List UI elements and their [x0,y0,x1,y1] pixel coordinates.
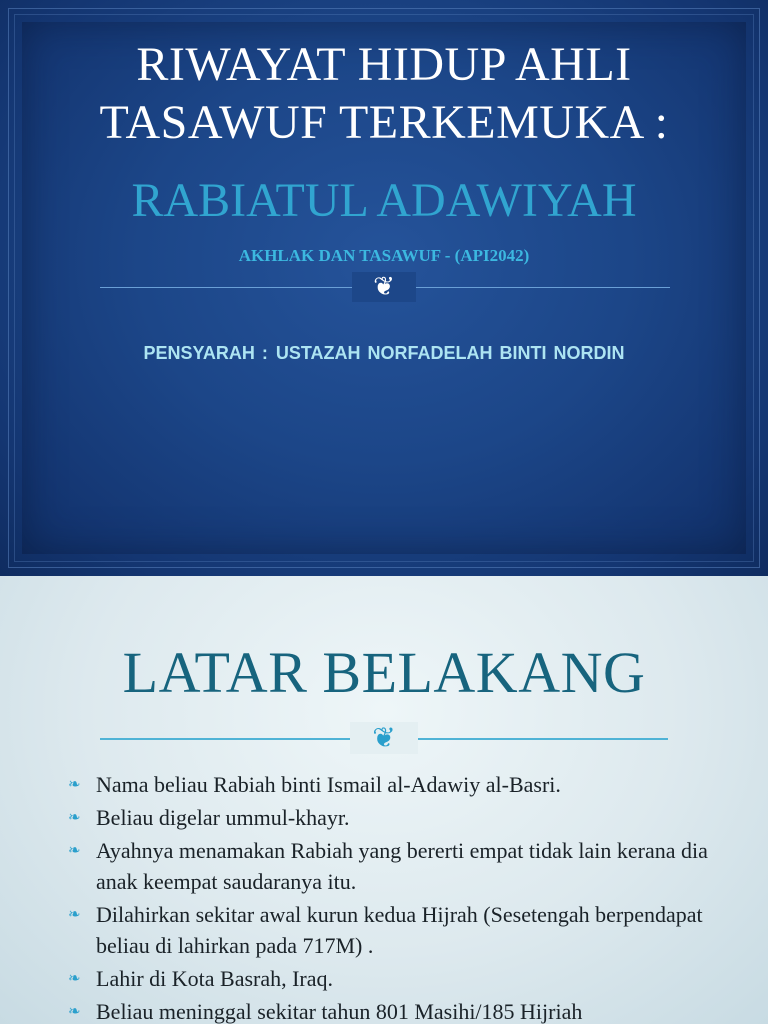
slide-title-line-1: RIWAYAT HIDUP AHLI [136,38,632,91]
lecturer-line [0,343,768,364]
slide-heading: LATAR BELAKANG [122,640,646,705]
list-item-text: Nama beliau Rabiah binti Ismail al-Adawiy al-Basri. [96,772,561,797]
ornament-icon: ❦ [352,272,416,302]
lecturer-label: PENSYARAH : [143,343,268,363]
bullet-icon: ❧ [68,969,81,987]
list-item-text: Ayahnya menamakan Rabiah yang bererti empat tidak lain kerana dia anak keempat saudaranya itu. [96,838,708,894]
slide-title-line-2: TASAWUF TERKEMUKA : [99,96,669,149]
bullet-icon: ❧ [68,775,81,793]
slide-title [0,36,768,152]
list-item [68,835,748,897]
list-item-text: Lahir di Kota Basrah, Iraq. [96,966,334,991]
list-item [68,996,748,1024]
lecturer-name: USTAZAH NORFADELAH BINTI NORDIN [275,343,625,363]
ornament-icon: ❦ [350,722,418,754]
background-slide [0,576,768,1024]
bullet-list [68,769,748,1024]
list-item-text: Beliau digelar ummul-khayr. [96,805,350,830]
bullet-icon: ❧ [68,1002,81,1020]
list-item-text: Beliau meninggal sekitar tahun 801 Masihi/185 Hijriah [96,999,583,1024]
list-item-text: Dilahirkan sekitar awal kurun kedua Hijrah (Sesetengah berpendapat beliau di lahirkan pada 717M) . [96,902,703,958]
list-item [68,963,748,994]
slide-title-name: RABIATUL ADAWIYAH [131,174,637,227]
course-subtitle: AKHLAK DAN TASAWUF - (API2042) [238,246,530,265]
list-item [68,899,748,961]
bullet-icon: ❧ [68,808,81,826]
list-item [68,802,748,833]
list-item [68,769,748,800]
bullet-icon: ❧ [68,905,81,923]
bullet-icon: ❧ [68,841,81,859]
